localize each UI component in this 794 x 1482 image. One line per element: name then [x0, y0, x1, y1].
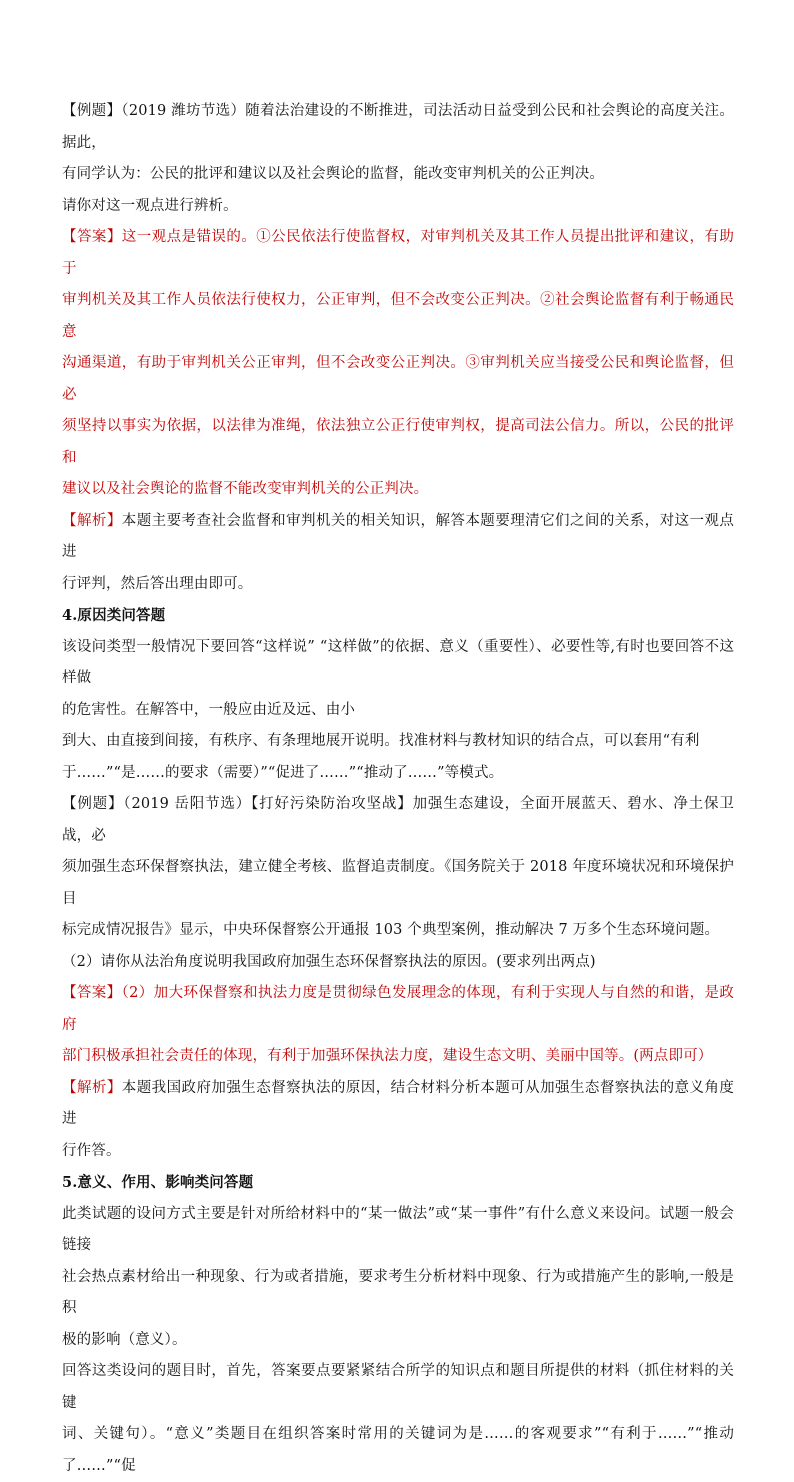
example-1-answer — [62, 222, 734, 506]
ex2-q-line1: 【例题】（2019 岳阳节选）【打好污染防治攻坚战】加强生态建设，全面开展蓝天、碧水、净土保卫战，必 — [62, 796, 734, 844]
example-2-question — [62, 789, 734, 978]
ex1-q-line1: 【例题】（2019 潍坊节选）随着法治建设的不断推进，司法活动日益受到公民和社会舆论的高度关注。据此， — [62, 103, 734, 151]
sec5-line4: 回答这类设问的题目时，首先，答案要点要紧紧结合所学的知识点和题目所提供的材料（抓住材料的关键 — [62, 1363, 734, 1411]
ex2-an-line1: 本题我国政府加强生态督察执法的原因，结合材料分析本题可从加强生态督察执法的意义角度进 — [62, 1080, 734, 1128]
ex1-an-line2: 行评判，然后答出理由即可。 — [62, 576, 252, 592]
sec5-line3: 极的影响（意义）。 — [62, 1332, 187, 1348]
answer-tag: 【答案】 — [62, 985, 122, 1001]
sec5-line5: 词、关键句）。“意义”类题目在组织答案时常用的关键词为是……的客观要求”“有利于……”“推动了……”“促 — [62, 1426, 734, 1474]
ex2-an-line2: 行作答。 — [62, 1143, 121, 1159]
sec5-line1: 此类试题的设问方式主要是针对所给材料中的“某一做法”或“某一事件”有什么意义来设问。试题一般会链接 — [62, 1206, 734, 1254]
sec4-line4: 于……”“是……的要求（需要）”“促进了……”“推动了……”等模式。 — [62, 765, 503, 781]
example-1-question — [62, 96, 734, 222]
section-5-body — [62, 1199, 734, 1482]
ex1-a-line5: 建议以及社会舆论的监督不能改变审判机关的公正判决。 — [62, 481, 428, 497]
ex1-q-line3: 请你对这一观点进行辨析。 — [62, 198, 238, 214]
ex1-a-line4: 须坚持以事实为依据，以法律为准绳，依法独立公正行使审判权，提高司法公信力。所以，公民的批评和 — [62, 418, 734, 466]
ex1-a-line3: 沟通渠道，有助于审判机关公正审判，但不会改变公正判决。③审判机关应当接受公民和舆论监督，但必 — [62, 355, 734, 403]
section-5-heading: 5.意义、作用、影响类问答题 — [62, 1167, 734, 1199]
section-4-body — [62, 632, 734, 790]
sec5-line2: 社会热点素材给出一种现象、行为或者措施，要求考生分析材料中现象、行为或措施产生的影响,一般是积 — [62, 1269, 734, 1317]
ex1-an-line1: 本题主要考查社会监督和审判机关的相关知识，解答本题要理清它们之间的关系，对这一观点进 — [62, 513, 734, 561]
example-2-answer — [62, 978, 734, 1073]
ex1-a-line1: 这一观点是错误的。①公民依法行使监督权，对审判机关及其工作人员提出批评和建议，有助于 — [62, 229, 734, 277]
example-2-analysis — [62, 1073, 734, 1168]
sec4-line3: 到大、由直接到间接，有秩序、有条理地展开说明。找准材料与教材知识的结合点，可以套用“有利 — [62, 733, 700, 749]
example-1-analysis — [62, 506, 734, 601]
section-4-heading: 4.原因类问答题 — [62, 600, 734, 632]
sec4-line1: 该设问类型一般情况下要回答“这样说” “这样做”的依据、意义（重要性）、必要性等,有时也要回答不这样做 — [62, 639, 734, 687]
answer-tag: 【答案】 — [62, 229, 122, 245]
ex1-a-line2: 审判机关及其工作人员依法行使权力，公正审判，但不会改变公正判决。②社会舆论监督有利于畅通民意 — [62, 292, 734, 340]
document-page — [62, 96, 734, 1482]
ex2-q-line2: 须加强生态环保督察执法，建立健全考核、监督追责制度。《国务院关于 2018 年度环境状况和环境保护目 — [62, 859, 734, 907]
ex2-q-line4: （2）请你从法治角度说明我国政府加强生态环保督察执法的原因。(要求列出两点) — [62, 954, 596, 970]
ex1-q-line2: 有同学认为：公民的批评和建议以及社会舆论的监督，能改变审判机关的公正判决。 — [62, 166, 604, 182]
ex2-a-line2: 部门积极承担社会责任的体现，有利于加强环保执法力度，建设生态文明、美丽中国等。(两点即可） — [62, 1048, 712, 1064]
analysis-tag: 【解析】 — [62, 513, 122, 529]
ex2-q-line3: 标完成情况报告》显示，中央环保督察公开通报 103 个典型案例，推动解决 7 万多个生态环境问题。 — [62, 922, 719, 938]
analysis-tag: 【解析】 — [62, 1080, 122, 1096]
ex2-a-line1: （2）加大环保督察和执法力度是贯彻绿色发展理念的体现，有利于实现人与自然的和谐，是政府 — [62, 985, 734, 1033]
sec4-line2: 的危害性。在解答中，一般应由近及远、由小 — [62, 702, 355, 718]
